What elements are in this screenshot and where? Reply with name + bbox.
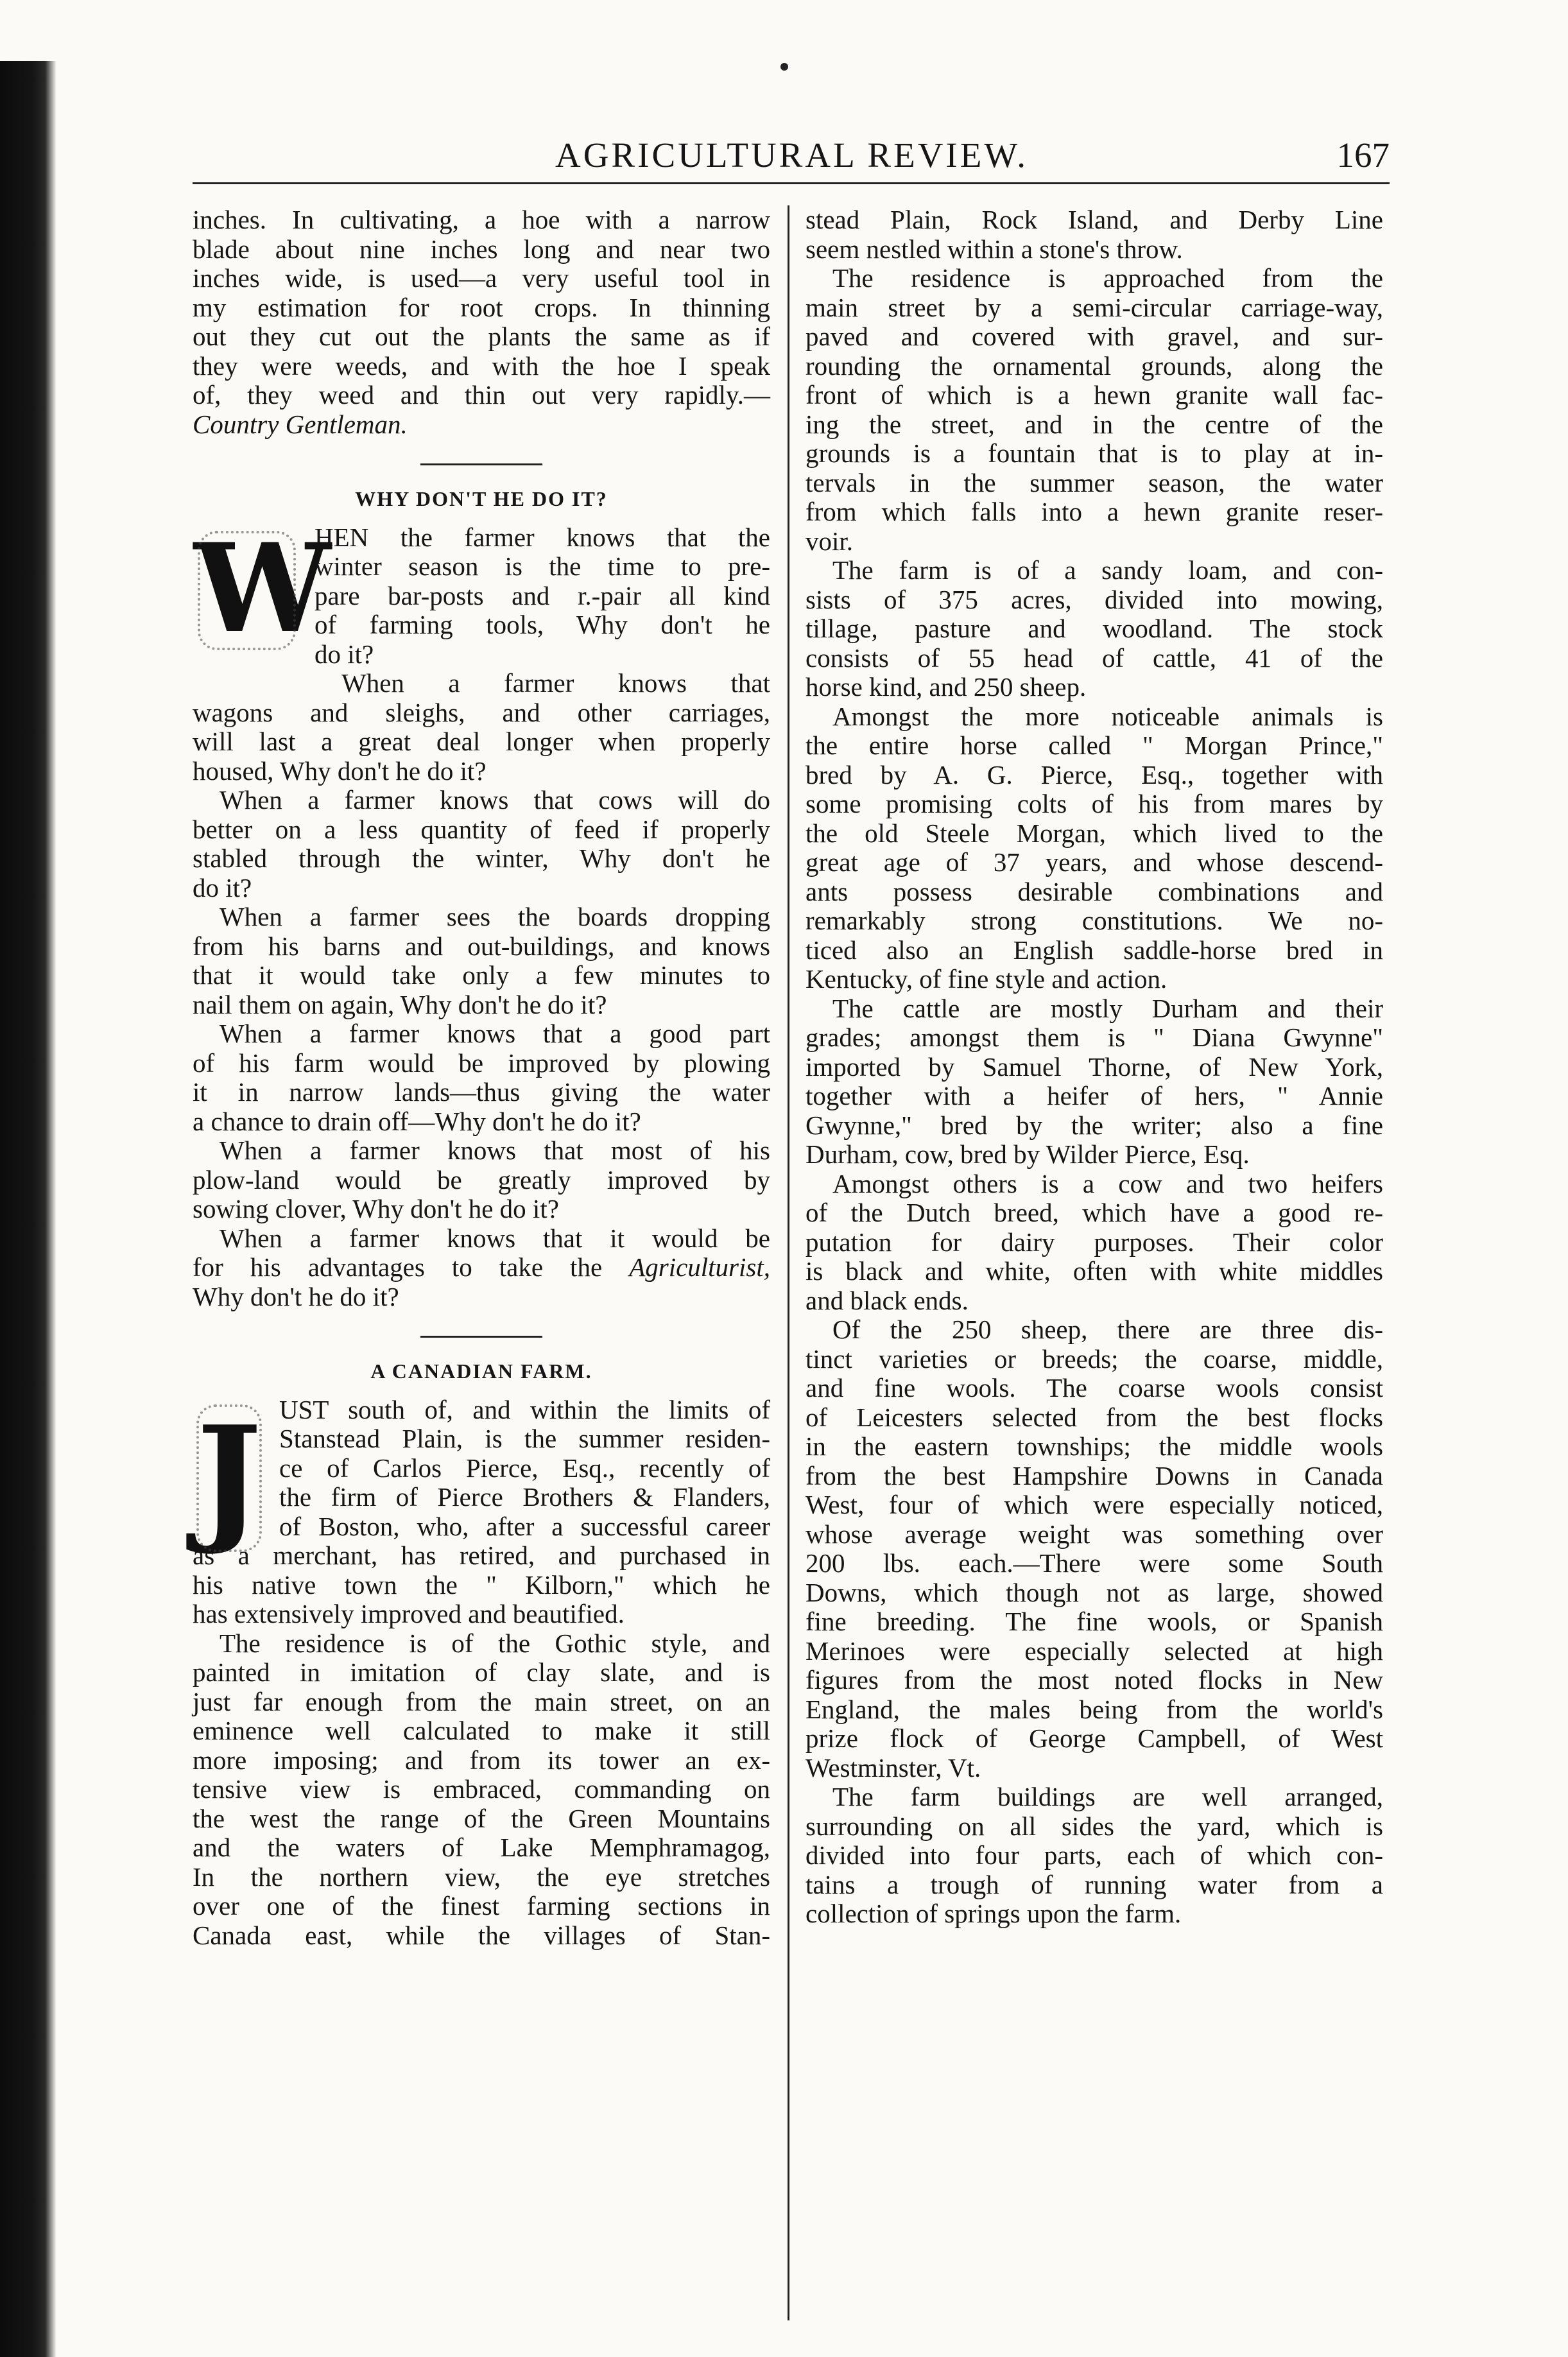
text-line: tains a trough of running water from a bbox=[806, 1869, 1383, 1899]
right-column bbox=[806, 205, 1383, 1929]
text-line: tillage, pasture and woodland. The stock bbox=[806, 614, 1383, 643]
text-line: surrounding on all sides the yard, which is bbox=[806, 1811, 1383, 1841]
text-line: it in narrow lands—thus giving the water bbox=[193, 1077, 770, 1107]
text-line: In the northern view, the eye stretches bbox=[193, 1861, 770, 1892]
text-line: HEN the farmer knows that the bbox=[314, 522, 770, 552]
text-line: just far enough from the main street, on an bbox=[193, 1686, 770, 1716]
text-line: and black ends. bbox=[806, 1285, 969, 1315]
page-number: 167 bbox=[1336, 135, 1390, 175]
text-line: prize flock of George Campbell, of West bbox=[806, 1723, 1383, 1753]
text-line: Of the 250 sheep, there are three dis- bbox=[832, 1315, 1383, 1344]
text-line: England, the males being from the world's bbox=[806, 1694, 1383, 1724]
text-line: do it? bbox=[193, 872, 252, 902]
text-line: sowing clover, Why don't he do it? bbox=[193, 1194, 559, 1223]
text-line: from which falls into a hewn granite reser- bbox=[806, 497, 1383, 526]
column-divider bbox=[788, 205, 789, 2320]
text-line: that it would take only a few minutes to bbox=[193, 960, 770, 990]
text-line: will last a great deal longer when properly bbox=[193, 727, 770, 756]
text-line: fine breeding. The fine wools, or Spanish bbox=[806, 1607, 1383, 1636]
text-line: pare bar-posts and r.-pair all kind bbox=[314, 580, 770, 610]
book-binding-edge bbox=[0, 61, 56, 2357]
text-line: bred by A. G. Pierce, Esq., together with bbox=[806, 759, 1383, 790]
text-line: West, four of which were especially noticed, bbox=[806, 1490, 1383, 1519]
text-line: The farm buildings are well arranged, bbox=[832, 1782, 1383, 1811]
text-line: nail them on again, Why don't he do it? bbox=[193, 989, 607, 1019]
text-line: more imposing; and from its tower an ex- bbox=[193, 1745, 770, 1775]
text-line: When a farmer knows that bbox=[341, 668, 770, 698]
text-line: rounding the ornamental grounds, along the bbox=[806, 350, 1383, 381]
text-line: the firm of Pierce Brothers & Flanders, bbox=[279, 1482, 770, 1512]
text-line: front of which is a hewn granite wall fac- bbox=[806, 380, 1383, 410]
text-line: from the best Hampshire Downs in Canada bbox=[806, 1460, 1383, 1490]
text-line: and the waters of Lake Memphramagog, bbox=[193, 1833, 770, 1862]
drop-cap: W bbox=[194, 516, 331, 660]
text-line: eminence well calculated to make it still bbox=[193, 1716, 770, 1745]
running-head: AGRICULTURAL REVIEW. bbox=[555, 135, 1028, 175]
section-rule bbox=[420, 1336, 542, 1338]
text-line: sists of 375 acres, divided into mowing, bbox=[806, 584, 1383, 614]
text-line: Merinoes were especially selected at high bbox=[806, 1636, 1383, 1666]
text-line: horse kind, and 250 sheep. bbox=[806, 672, 1087, 702]
text-line: seem nestled within a stone's throw. bbox=[806, 234, 1183, 264]
text-fragment: for his advantages to take the bbox=[193, 1252, 603, 1282]
text-line: Kentucky, of fine style and action. bbox=[806, 964, 1167, 994]
text-line: a chance to drain off—Why don't he do it? bbox=[193, 1106, 641, 1136]
text-line: of, they weed and thin out very rapidly.— bbox=[193, 380, 770, 410]
source-attribution: Country Gentleman. bbox=[193, 409, 408, 439]
text-line: Canada east, while the villages of Stan- bbox=[193, 1920, 770, 1950]
text-line: of farming tools, Why don't he bbox=[314, 610, 770, 639]
page-header bbox=[193, 128, 1390, 186]
text-line: has extensively improved and beautified. bbox=[193, 1599, 625, 1628]
text-line: the old Steele Morgan, which lived to the bbox=[806, 818, 1383, 848]
text-line: great age of 37 years, and whose descend- bbox=[806, 847, 1383, 877]
periodical-title: Agriculturist, bbox=[629, 1252, 771, 1282]
text-line: Gwynne," bred by the writer; also a fine bbox=[806, 1110, 1383, 1140]
text-line: The farm is of a sandy loam, and con- bbox=[832, 555, 1383, 585]
text-line: wagons and sleighs, and other carriages, bbox=[193, 697, 770, 727]
text-line: my estimation for root crops. In thinning bbox=[193, 292, 770, 322]
text-line: whose average weight was something over bbox=[806, 1519, 1383, 1549]
text-line: The residence is of the Gothic style, and bbox=[220, 1628, 770, 1658]
text-line: When a farmer knows that it would be bbox=[220, 1223, 770, 1253]
text-line: is black and white, often with white middles bbox=[806, 1256, 1383, 1286]
text-line: When a farmer knows that cows will do bbox=[220, 785, 770, 815]
text-line: ing the street, and in the centre of the bbox=[806, 409, 1383, 439]
text-line: in the eastern townships; the middle wools bbox=[806, 1431, 1383, 1461]
ink-speck bbox=[780, 63, 788, 71]
article-why-dont-he-do-it bbox=[193, 485, 770, 1311]
article-canadian-farm bbox=[193, 1357, 770, 1950]
text-line: of his farm would be improved by plowing bbox=[193, 1048, 770, 1078]
drop-cap: J bbox=[194, 1397, 264, 1557]
text-line: Amongst others is a cow and two heifers bbox=[832, 1168, 1383, 1198]
text-line: stabled through the winter, Why don't he bbox=[193, 843, 770, 873]
text-line: When a farmer sees the boards dropping bbox=[220, 902, 770, 931]
text-line: inches. In cultivating, a hoe with a narrow bbox=[193, 205, 770, 234]
text-line: do it? bbox=[314, 639, 374, 669]
text-line: out they cut out the plants the same as if bbox=[193, 322, 770, 351]
text-line: The residence is approached from the bbox=[832, 263, 1383, 293]
text-line: over one of the finest farming sections in bbox=[193, 1891, 770, 1921]
text-line: inches wide, is used—a very useful tool in bbox=[193, 263, 770, 293]
text-line: blade about nine inches long and near two bbox=[193, 234, 770, 264]
article-heading: A CANADIAN FARM. bbox=[370, 1360, 592, 1383]
text-line: they were weeds, and with the hoe I speak bbox=[193, 350, 770, 381]
text-line: main street by a semi-circular carriage-way, bbox=[806, 292, 1383, 322]
text-line: and fine wools. The coarse wools consist bbox=[806, 1373, 1383, 1403]
text-line bbox=[193, 1253, 770, 1282]
text-line: Why don't he do it? bbox=[193, 1281, 399, 1311]
text-line: paved and covered with gravel, and sur- bbox=[806, 322, 1383, 351]
text-line: stead Plain, Rock Island, and Derby Line bbox=[806, 205, 1383, 234]
text-line: Amongst the more noticeable animals is bbox=[832, 701, 1383, 731]
section-rule bbox=[420, 463, 542, 465]
text-line: Stanstead Plain, is the summer residen- bbox=[279, 1424, 770, 1453]
text-line: winter season is the time to pre- bbox=[314, 551, 770, 581]
text-line: of the Dutch breed, which have a good re- bbox=[806, 1198, 1383, 1227]
text-line: from his barns and out-buildings, and knows bbox=[193, 931, 770, 961]
text-line: tensive view is embraced, commanding on bbox=[193, 1774, 770, 1804]
text-line: Westminster, Vt. bbox=[806, 1752, 981, 1783]
text-line: UST south of, and within the limits of bbox=[279, 1394, 770, 1424]
text-line: collection of springs upon the farm. bbox=[806, 1899, 1182, 1928]
text-line: Durham, cow, bred by Wilder Pierce, Esq. bbox=[806, 1139, 1250, 1169]
text-line: consists of 55 head of cattle, 41 of the bbox=[806, 643, 1383, 673]
text-line: of Boston, who, after a successful career bbox=[279, 1511, 770, 1541]
text-line: ants possess desirable combinations and bbox=[806, 876, 1383, 906]
text-line: voir. bbox=[806, 526, 854, 556]
header-rule bbox=[193, 182, 1390, 184]
text-line: When a farmer knows that a good part bbox=[220, 1019, 770, 1048]
article-heading: WHY DON'T HE DO IT? bbox=[355, 487, 608, 510]
text-line: divided into four parts, each of which con- bbox=[806, 1840, 1383, 1870]
text-line: the west the range of the Green Mountains bbox=[193, 1803, 770, 1833]
text-line: ticed also an English saddle-horse bred in bbox=[806, 935, 1383, 965]
text-line: plow-land would be greatly improved by bbox=[193, 1164, 770, 1195]
text-line: tinct varieties or breeds; the coarse, middle, bbox=[806, 1343, 1383, 1374]
text-line: his native town the " Kilborn," which he bbox=[193, 1569, 770, 1600]
text-line: grades; amongst them is " Diana Gwynne" bbox=[806, 1023, 1383, 1052]
text-line: better on a less quantity of feed if properly bbox=[193, 814, 770, 844]
text-line: ce of Carlos Pierce, Esq., recently of bbox=[279, 1453, 770, 1483]
text-line: some promising colts of his from mares by bbox=[806, 789, 1383, 818]
text-line: 200 lbs. each.—There were some South bbox=[806, 1548, 1383, 1578]
text-line: remarkably strong constitutions. We no- bbox=[806, 906, 1383, 935]
text-line: imported by Samuel Thorne, of New York, bbox=[806, 1051, 1383, 1082]
text-line: When a farmer knows that most of his bbox=[220, 1135, 770, 1165]
text-line: grounds is a fountain that is to play at in- bbox=[806, 438, 1383, 468]
text-line: figures from the most noted flocks in New bbox=[806, 1665, 1383, 1695]
text-line: The cattle are mostly Durham and their bbox=[832, 993, 1383, 1023]
text-line: tervals in the summer season, the water bbox=[806, 467, 1383, 497]
left-column bbox=[193, 205, 770, 1950]
text-line: together with a heifer of hers, " Annie bbox=[806, 1081, 1383, 1110]
text-line: housed, Why don't he do it? bbox=[193, 755, 487, 786]
text-line: putation for dairy purposes. Their color bbox=[806, 1227, 1383, 1257]
text-line: painted in imitation of clay slate, and is bbox=[193, 1657, 770, 1687]
text-line: the entire horse called " Morgan Prince," bbox=[806, 730, 1383, 760]
text-line: as a merchant, has retired, and purchased in bbox=[193, 1541, 770, 1570]
text-line: Downs, which though not as large, showed bbox=[806, 1577, 1383, 1607]
text-line: of Leicesters selected from the best flocks bbox=[806, 1402, 1383, 1432]
